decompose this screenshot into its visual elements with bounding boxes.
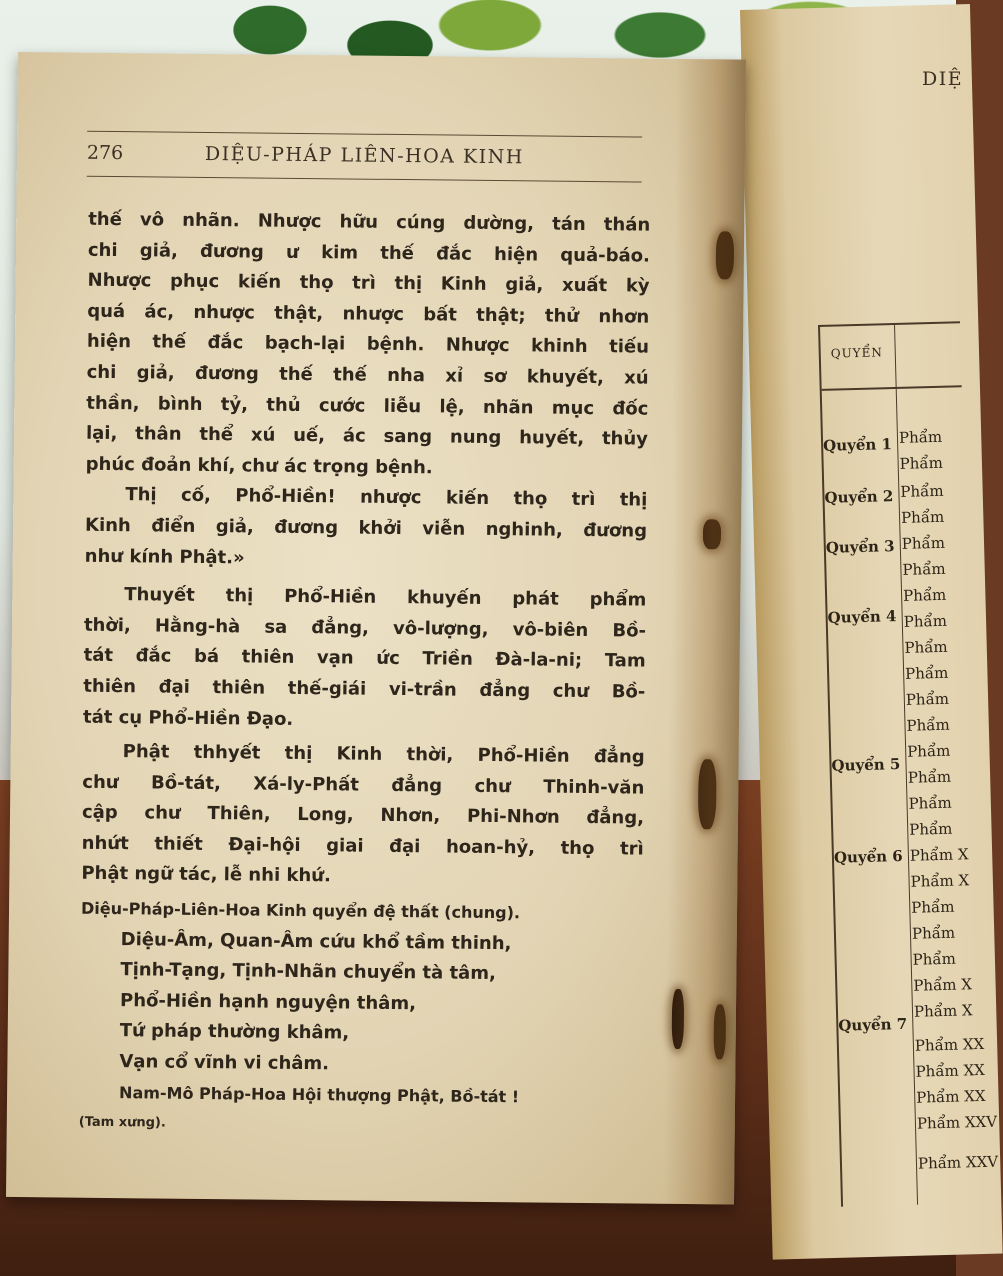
toc-volume-4: Quyển 4 <box>827 607 897 627</box>
text-line: chi giả, đương ư kim thế đắc hiện quả-báo. <box>87 239 651 267</box>
text-line: Phật ngữ tác, lễ nhi khứ. <box>81 863 331 887</box>
toc-item: Phẩm X <box>910 871 970 891</box>
text-line: chi giả, đương thế thế nha xỉ sơ khuyết, xú <box>86 361 649 389</box>
right-running-title: DIỆ <box>922 68 964 90</box>
toc-item: Phẩm X <box>913 1001 973 1021</box>
toc-item: Phẩm <box>901 533 946 553</box>
toc-item: Phẩm <box>900 481 944 501</box>
text-line: thế vô nhãn. Nhược hữu cúng dường, tán thán <box>88 208 651 236</box>
text-line: thiên đại thiên thế-giái vi-trần đẳng chư Bồ- <box>83 675 646 703</box>
verse-block <box>79 924 643 1144</box>
footnote: (Tam xưng). <box>78 1114 166 1131</box>
body-text <box>79 205 651 1145</box>
toc-item: Phẩm XX <box>914 1034 985 1055</box>
verse-line: Diệu-Âm, Quan-Âm cứu khổ tầm thinh, <box>120 928 512 954</box>
left-page <box>6 52 746 1205</box>
paragraph-4 <box>81 737 645 896</box>
toc-volume-3: Quyển 3 <box>825 537 895 557</box>
toc-item: Phẩm <box>898 427 943 447</box>
toc-item: Phẩm <box>903 611 948 631</box>
toc-item: Phẩm <box>906 741 951 761</box>
binding-damage <box>672 989 685 1049</box>
toc-item: Phẩm <box>906 715 950 735</box>
toc-item: Phẩm <box>911 923 956 943</box>
toc-item: Phẩm <box>905 689 950 709</box>
paragraph-2 <box>85 480 648 578</box>
text-line: Diệu-Pháp-Liên-Hoa Kinh quyển đệ thất (chung). <box>80 898 521 923</box>
toc-item: Phẩm <box>911 897 955 917</box>
toc-item: Phẩm XXV <box>916 1112 998 1133</box>
toc-item: Phẩm <box>908 793 952 813</box>
text-line: hiện thế đắc bạch-lại bệnh. Nhược khinh tiếu <box>86 331 650 358</box>
toc-item: Phẩm <box>902 559 946 579</box>
toc-item: Phẩm <box>904 637 948 657</box>
verse-line: Phổ-Hiền hạnh nguyện thâm, <box>119 989 417 1015</box>
text-line: quá ác, nhược thật, nhược bất thật; thử nhơn <box>87 300 650 328</box>
paragraph-3 <box>83 580 647 739</box>
text-line: Kinh điển giả, đương khởi viễn nghinh, đương <box>84 514 648 542</box>
text-line: tát cụ Phổ-Hiền Đạo. <box>82 706 294 730</box>
toc-volume-5: Quyển 5 <box>831 754 901 775</box>
verse-line: Tứ pháp thường khâm, <box>119 1020 350 1044</box>
toc-volume-2: Quyển 2 <box>824 487 894 507</box>
text-line: Phật thhyết thị Kinh thời, Phổ-Hiền đẳng <box>122 741 645 768</box>
binding-damage <box>703 519 721 549</box>
text-line: thời, Hằng-hà sa đẳng, vô-lượng, vô-biên Bồ- <box>83 614 647 642</box>
toc-item: Phẩm X <box>909 845 969 865</box>
verse-line: Tịnh-Tạng, Tịnh-Nhãn chuyển tà tâm, <box>120 959 496 985</box>
binding-damage <box>698 759 717 829</box>
toc-volume-1: Quyển 1 <box>822 435 893 455</box>
text-line: như kính Phật.» <box>84 545 245 568</box>
toc-item: Phẩm <box>912 949 957 969</box>
toc-item: Phẩm <box>904 663 949 683</box>
text-line: Nhược phục kiến thọ trì thị Kinh giả, xuất kỳ <box>87 269 650 297</box>
text-line: thần, bình tỷ, thủ cước liễu lệ, nhãn mục đốc <box>86 392 649 420</box>
page-header <box>87 131 642 183</box>
toc-header-rule <box>822 385 962 391</box>
binding-damage <box>716 231 735 279</box>
paragraph-1 <box>86 205 651 486</box>
running-title: DIỆU-PHÁP LIÊN-HOA KINH <box>204 142 524 169</box>
text-line: nhứt thiết Đại-hội giai đại hoan-hỷ, thọ trì <box>81 832 644 860</box>
toc-item: Phẩm <box>900 507 945 527</box>
toc-item: Phẩm XX <box>915 1060 986 1081</box>
toc-item: Phẩm <box>899 453 944 473</box>
text-line: phúc đoản khí, chư ác trọng bệnh. <box>85 453 433 479</box>
toc-item: Phẩm X <box>913 975 973 995</box>
toc-item: Phẩm <box>902 585 947 605</box>
text-line: tát đắc bá thiên vạn ức Triền Đà-la-ni; Tam <box>83 645 646 672</box>
toc-item: Phẩm <box>909 819 953 839</box>
text-line: chư Bồ-tát, Xá-ly-Phất đẳng chư Thinh-văn <box>82 771 645 799</box>
toc-volume-7: Quyển 7 <box>838 1014 908 1035</box>
verse-line: Nam-Mô Pháp-Hoa Hội thượng Phật, Bồ-tát ! <box>119 1082 520 1106</box>
toc-item: Phẩm XXV <box>917 1152 999 1173</box>
toc-volume-6: Quyển 6 <box>833 846 903 867</box>
text-line: Thuyết thị Phổ-Hiền khuyến phát phẩm <box>124 584 647 611</box>
toc-item: Phẩm XX <box>916 1086 986 1107</box>
binding-damage <box>713 1004 726 1059</box>
verse-line: Vạn cổ vĩnh vi châm. <box>119 1051 330 1075</box>
table-of-contents <box>818 321 999 1206</box>
text-line: lại, thân thể xú uế, ác sang nung huyết, thủy <box>85 422 649 450</box>
toc-header: QUYỂN <box>830 345 884 361</box>
page-number: 276 <box>86 141 124 165</box>
text-line: cập chư Thiên, Long, Nhơn, Phi-Nhơn đẳng, <box>81 801 645 829</box>
text-line: Thị cố, Phổ-Hiền! nhược kiến thọ trì thị <box>125 484 648 511</box>
toc-item: Phẩm <box>907 767 952 787</box>
